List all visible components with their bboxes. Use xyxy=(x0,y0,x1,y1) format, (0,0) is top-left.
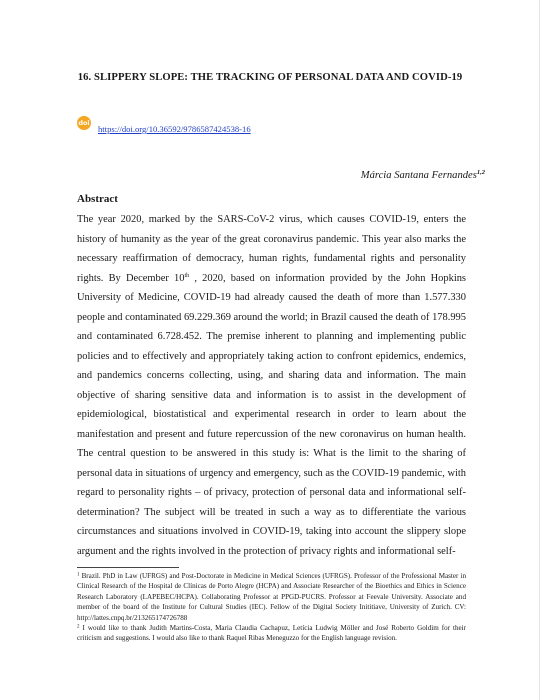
footnote-mark: 2 xyxy=(77,624,80,630)
footnote-mark: 1 xyxy=(77,572,80,578)
abstract-body xyxy=(77,210,466,561)
footnote-2 xyxy=(77,623,466,644)
footnote-text: Brazil. PhD in Law (UFRGS) and Post-Doctorate in Medicine in Medical Sciences (UFRGS). Professor of the Professional Master in Clinical Research of the Hospital de Clínicas de Porto Alegre (HCPA) and Associate Researcher of the Bioethics and Ethics in Science Research Laboratory (LAPEBEC/HCPA). Collaborating Professor at PPGD-PUCRS. Professor at Feevale University. Associate and member of the board of the Institute for Cultural Studies (IEC). Fellow of the Digital Society Inititiave, University of Zurich. CV: http://lattes.cnpq.br/2132651747267​88 xyxy=(77,572,466,622)
ordinal-suffix: th xyxy=(184,272,190,279)
footnote-divider xyxy=(77,567,179,568)
doi-link[interactable]: https://doi.org/10.36592/9786587424538-16 xyxy=(98,124,251,134)
footnote-text: I would like to thank Judith Martins-Costa, Maria Claudia Cachapuz, Letícia Ludwig Möller and José Roberto Goldim for their criticism and suggestions. I would also like to thank Raquel Ribas Meneguzzo for the English language revision. xyxy=(77,624,466,643)
author-line xyxy=(361,169,485,181)
chapter-title: 16. SLIPPERY SLOPE: THE TRACKING OF PERSONAL DATA AND COVID-19 xyxy=(77,72,463,83)
doi-icon: doi xyxy=(77,116,91,130)
abstract-heading: Abstract xyxy=(77,193,118,205)
footnotes xyxy=(77,571,466,644)
author-footnote-marks[interactable]: 1,2 xyxy=(476,169,485,176)
abstract-text-part-1: The year 2020, marked by the SARS-CoV-2 virus, which causes COVID-19, enters the history of humanity as the year of the great coronavirus pandemic. This year also marks the necessary reaffirmation of democracy, human rights, fundamental rights and personality rights. By December 10 xyxy=(77,214,466,284)
author-name: Márcia Santana Fernandes xyxy=(360,170,477,181)
footnote-1 xyxy=(77,571,466,623)
abstract-text-part-2: , 2020, based on information provided by the John Hopkins University of Medicine, COVID-19 had already caused the death of more than 1.577.330 people and contaminated 69.229.369 around the world; in Brazil caused the death of 178.995 and contaminated 6.728.452. The premise inherent to planning and implementing public policies and to effectively and appropriately taking action to confront epidemics, endemics, and pandemics concerns collecting, using, and sharing data and information. The main objective of sharing sensitive data and information is to assist in the development of epidemiological, biostatistical and experimental research in order to learn about the manifestation and present and future repercussion of the new coronavirus on human health. The central question to be answered in this study is: What is the limit to the sharing of personal data in situations of urgency and emergency, such as the COVID-19 pandemic, with regard to personality rights – of privacy, protection of personal data and informational self-determination? The subject will be treated in such a way as to differentiate the various circumstances and situations involved in COVID-19, taking into account the slippery slope argument and the rights involved in the protection of privacy rights and informational self- xyxy=(77,272,466,557)
